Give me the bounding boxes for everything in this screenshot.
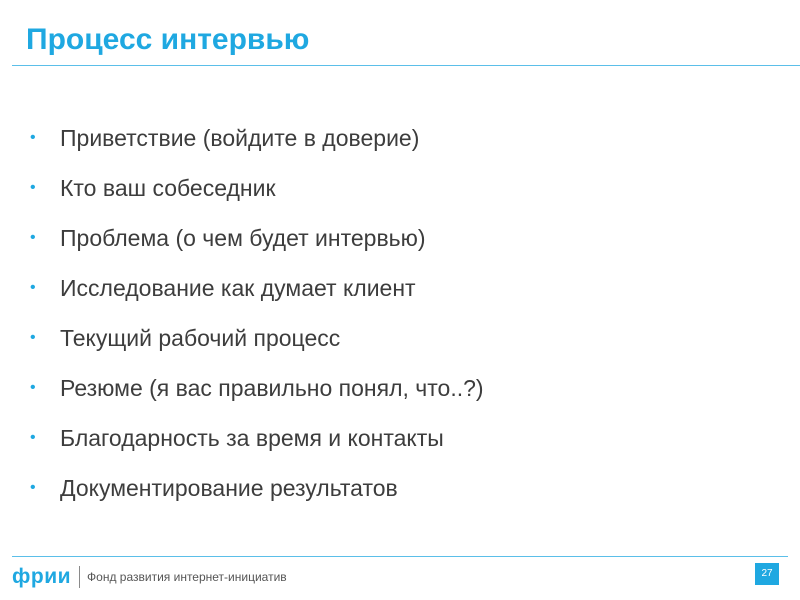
bullet-text: Исследование как думает клиент: [60, 275, 416, 301]
title-divider: [12, 65, 800, 66]
footer-separator: [79, 566, 80, 588]
bullet-icon: •: [30, 329, 36, 346]
bullet-icon: •: [30, 179, 36, 196]
bullet-icon: •: [30, 129, 36, 146]
bullet-icon: •: [30, 429, 36, 446]
bullet-text: Документирование результатов: [60, 475, 398, 501]
bullet-icon: •: [30, 229, 36, 246]
bullet-icon: •: [30, 279, 36, 296]
slide-title: Процесс интервью: [26, 23, 310, 56]
bullet-icon: •: [30, 479, 36, 496]
frii-logo: фрии: [12, 565, 72, 588]
bullet-text: Проблема (о чем будет интервью): [60, 225, 426, 251]
footer: [12, 564, 287, 590]
bullet-text: Благодарность за время и контакты: [60, 425, 444, 451]
organization-name: Фонд развития интернет-инициатив: [87, 570, 287, 584]
bullet-text: Кто ваш собеседник: [60, 175, 276, 201]
bullet-icon: •: [30, 379, 36, 396]
page-number: 27: [755, 563, 779, 585]
bullet-text: Приветствие (войдите в доверие): [60, 125, 420, 151]
footer-divider: [12, 556, 788, 557]
bullet-text: Текущий рабочий процесс: [60, 325, 341, 351]
bullet-text: Резюме (я вас правильно понял, что..?): [60, 375, 484, 401]
